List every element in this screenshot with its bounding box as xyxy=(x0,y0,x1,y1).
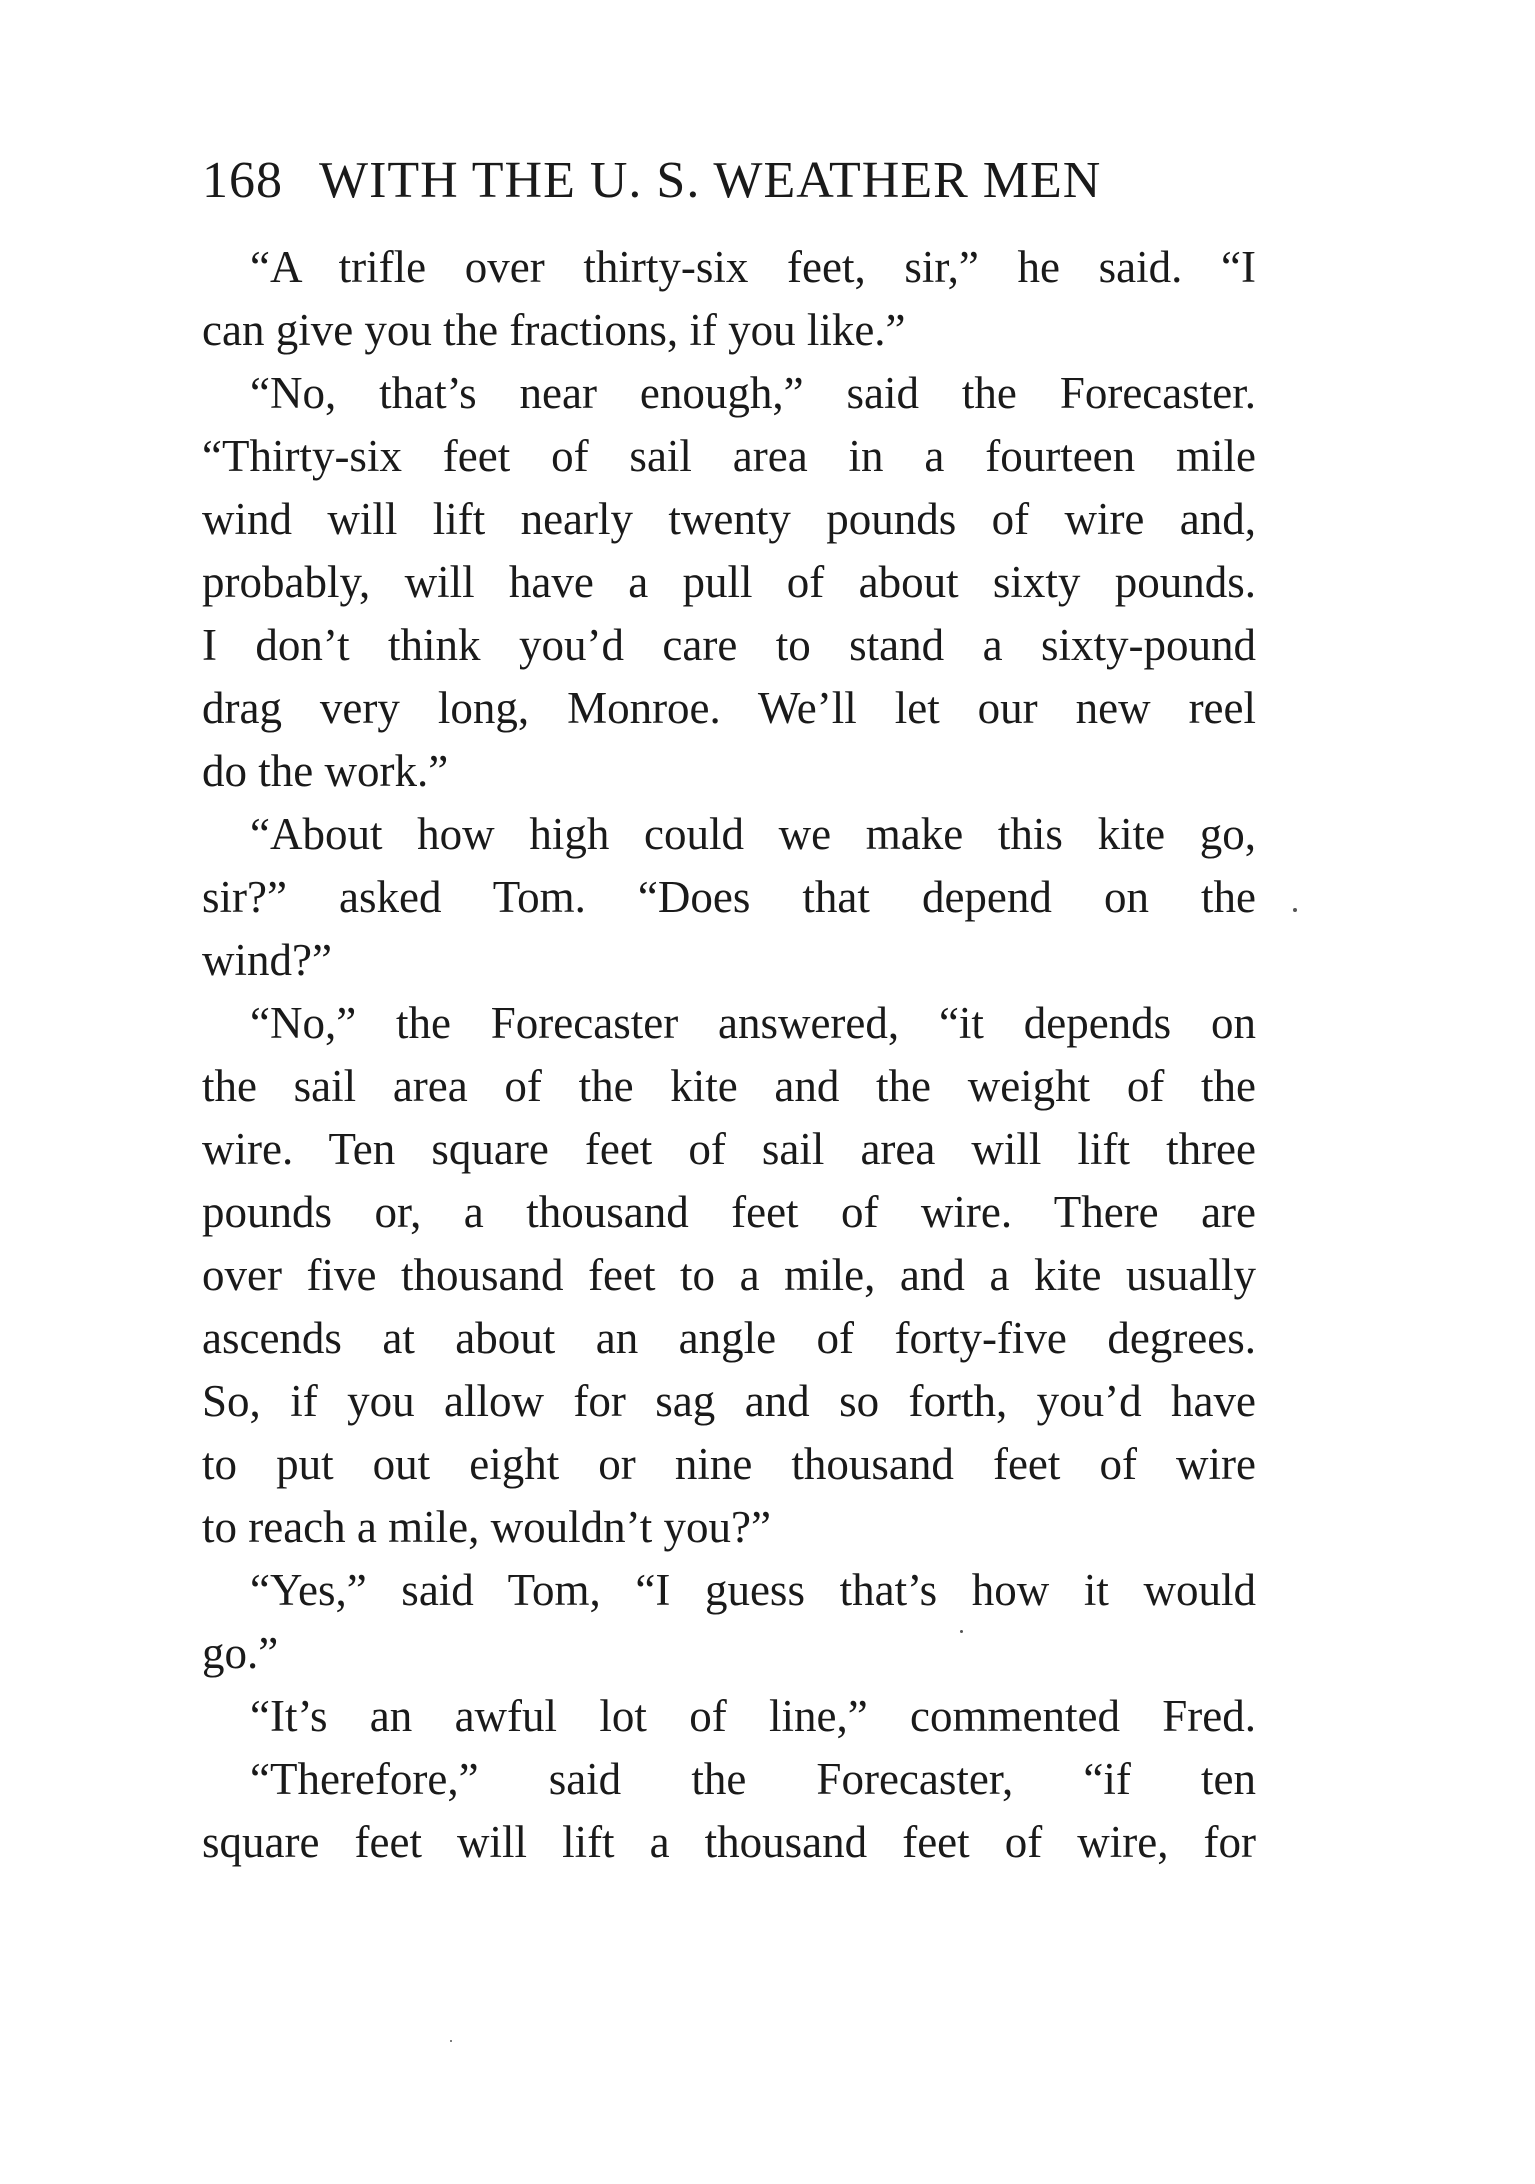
paper-speck xyxy=(450,2040,452,2042)
text-line: probably, will have a pull of about sixty pounds. xyxy=(202,557,1256,607)
text-line: “No, that’s near enough,” said the Forecaster. xyxy=(250,368,1256,418)
text-line: square feet will lift a thousand feet of wire, for xyxy=(202,1817,1256,1867)
text-line: “A trifle over thirty-six feet, sir,” he said. “I xyxy=(250,242,1256,292)
text-line: do the work.” xyxy=(202,746,449,796)
paper-speck xyxy=(960,1630,963,1633)
text-line: “About how high could we make this kite go, xyxy=(250,809,1256,859)
text-line: “Yes,” said Tom, “I guess that’s how it would xyxy=(250,1565,1256,1615)
page-number: 168 xyxy=(202,152,283,209)
text-line: “Therefore,” said the Forecaster, “if ten xyxy=(250,1754,1256,1804)
text-line: to put out eight or nine thousand feet of wire xyxy=(202,1439,1256,1489)
text-line: wire. Ten square feet of sail area will lift three xyxy=(202,1124,1256,1174)
text-line: “Thirty-six feet of sail area in a fourteen mile xyxy=(202,431,1256,481)
text-line: go.” xyxy=(202,1628,279,1678)
paper-speck xyxy=(1293,908,1297,912)
body-text xyxy=(202,236,1256,1874)
text-line: over five thousand feet to a mile, and a kite usually xyxy=(202,1250,1256,1300)
text-line: wind?” xyxy=(202,935,332,985)
book-title: WITH THE U. S. WEATHER MEN xyxy=(319,152,1102,209)
text-line: the sail area of the kite and the weight of the xyxy=(202,1061,1256,1111)
text-line: I don’t think you’d care to stand a sixty-pound xyxy=(202,620,1256,670)
text-line: So, if you allow for sag and so forth, you’d have xyxy=(202,1376,1256,1426)
running-head xyxy=(202,146,1256,216)
text-line: pounds or, a thousand feet of wire. There are xyxy=(202,1187,1256,1237)
text-line: wind will lift nearly twenty pounds of wire and, xyxy=(202,494,1256,544)
text-line: sir?” asked Tom. “Does that depend on the xyxy=(202,872,1256,922)
text-line: “It’s an awful lot of line,” commented Fred. xyxy=(250,1691,1256,1741)
text-line: ascends at about an angle of forty-five degrees. xyxy=(202,1313,1256,1363)
text-line: drag very long, Monroe. We’ll let our new reel xyxy=(202,683,1256,733)
text-line: to reach a mile, wouldn’t you?” xyxy=(202,1502,771,1552)
text-line: can give you the fractions, if you like.” xyxy=(202,305,906,355)
text-line: “No,” the Forecaster answered, “it depends on xyxy=(250,998,1256,1048)
